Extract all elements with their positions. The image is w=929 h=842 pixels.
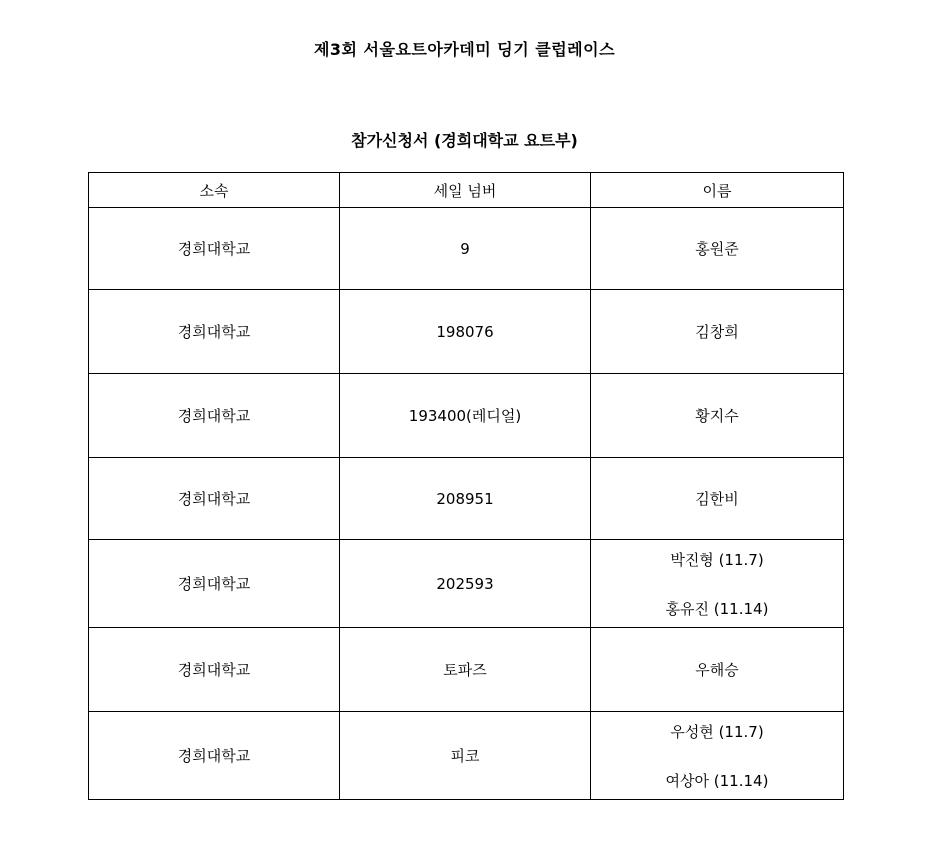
cell-affiliation: 경희대학교 xyxy=(89,540,340,628)
document-title: 제3회 서울요트아카데미 딩기 클럽레이스 xyxy=(313,40,616,59)
name-line: 박진형 (11.7) xyxy=(670,550,764,569)
cell-name: 홍원준 xyxy=(591,208,844,290)
cell-affiliation: 경희대학교 xyxy=(89,712,340,800)
cell-affiliation: 경희대학교 xyxy=(89,290,340,374)
header-sail-number: 세일 넘버 xyxy=(340,173,591,208)
cell-affiliation: 경희대학교 xyxy=(89,374,340,458)
cell-sail-number: 9 xyxy=(340,208,591,290)
cell-affiliation: 경희대학교 xyxy=(89,208,340,290)
table-row xyxy=(89,208,844,290)
cell-sail-number: 208951 xyxy=(340,458,591,540)
entry-table xyxy=(88,172,844,800)
header-affiliation: 소속 xyxy=(89,173,340,208)
cell-affiliation: 경희대학교 xyxy=(89,458,340,540)
cell-sail-number: 193400(레디얼) xyxy=(340,374,591,458)
table-row xyxy=(89,712,844,800)
name-line: 여상아 (11.14) xyxy=(665,771,769,790)
document-subtitle: 참가신청서 (경희대학교 요트부) xyxy=(351,131,578,150)
table-row xyxy=(89,458,844,540)
cell-sail-number: 198076 xyxy=(340,290,591,374)
table-row xyxy=(89,540,844,628)
cell-sail-number: 토파즈 xyxy=(340,628,591,712)
cell-name xyxy=(591,712,844,800)
cell-name xyxy=(591,540,844,628)
cell-sail-number: 202593 xyxy=(340,540,591,628)
header-name: 이름 xyxy=(591,173,844,208)
cell-name: 황지수 xyxy=(591,374,844,458)
table-row xyxy=(89,374,844,458)
name-line: 우성현 (11.7) xyxy=(670,722,764,741)
cell-name: 김창희 xyxy=(591,290,844,374)
cell-sail-number: 피코 xyxy=(340,712,591,800)
name-line: 홍유진 (11.14) xyxy=(665,599,769,618)
table-row xyxy=(89,628,844,712)
cell-name: 우해승 xyxy=(591,628,844,712)
name-stack xyxy=(591,549,843,619)
cell-name: 김한비 xyxy=(591,458,844,540)
name-stack xyxy=(591,721,843,791)
cell-affiliation: 경희대학교 xyxy=(89,628,340,712)
table-row xyxy=(89,290,844,374)
table-header-row xyxy=(89,173,844,208)
